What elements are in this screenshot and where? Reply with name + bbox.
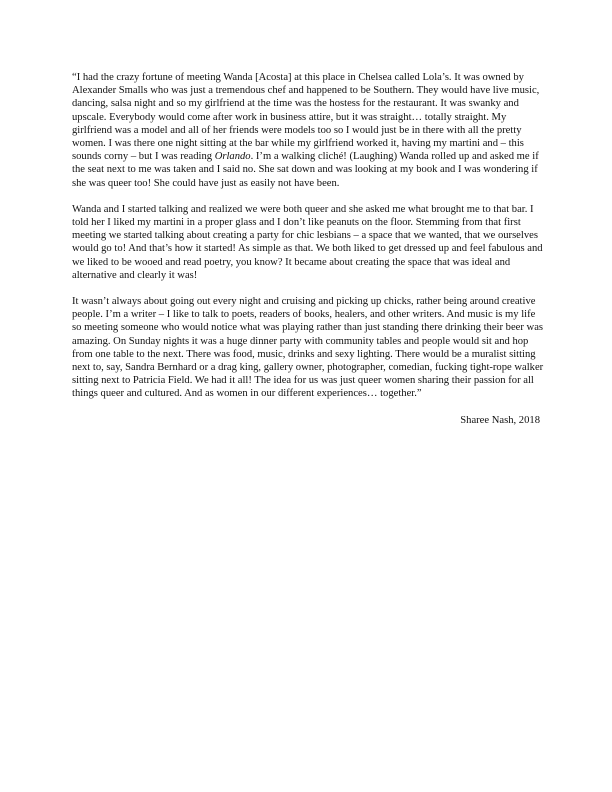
paragraph-1-text-a: “I had the crazy fortune of meeting Wanda [Acosta] at this place in Chelsea called Lola’s. It was owned by Alexander Smalls who was just a tremendous chef and happened to be Southern. They would have live music, dancing, salsa night and so my girlfriend at the time was the hostess for the restaurant. It was swanky and upscale. Everybody would come after work in business attire, but it was straight… totally straight. My girlfriend was a model and all of her friends were models too so I would just be in there with all the pretty women. I was there one night sitting at the bar while my girlfriend worked it, having my martini and – this sounds corny – but I was reading: [72, 72, 540, 163]
quote-paragraph-3: It wasn’t always about going out every night and cruising and picking up chicks, rather being around creative people. I’m a writer – I like to talk to poets, readers of books, healers, and other writers. And music is my life so meeting someone who would notice what was playing rather than just standing there drinking their beer was amazing. On Sunday nights it was a huge dinner party with community tables and people would sit and hop from one table to the next. There was food, music, drinks and sexy lighting. There would be a muralist sitting next to, say, Sandra Bernhard or a drag king, gallery owner, photographer, comedian, fucking tight-rope walker sitting next to Patricia Field. We had it all! The idea for us was just queer women sharing their passion for all things queer and cultured. And as women in our different experiences… together.”: [72, 296, 544, 400]
quote-paragraph-1: [72, 71, 546, 190]
book-title-orlando: Orlando: [214, 151, 251, 163]
document-page: [72, 71, 546, 427]
paragraph-1-text-b: . I’m a walking cliché! (Laughing) Wanda rolled up and asked me if the seat next to me was taken and I said no. She sat down and was looking at my book and I was wondering if she was queer too! She could have just as easily not have been.: [72, 151, 539, 189]
attribution: Sharee Nash, 2018: [460, 414, 540, 426]
quote-paragraph-2: Wanda and I started talking and realized we were both queer and she asked me what brought me to that bar. I told her I liked my martini in a proper glass and I don’t like peanuts on the floor. Stemming from that first meeting we started talking about creating a party for chic lesbians – a space that we wanted, that we ourselves would go to! And that’s how it started! As simple as that. We both liked to get dressed up and feel fabulous and we liked to be wooed and read poetry, you know? It became about creating the space that was ideal and alternative and clearly it was!: [72, 203, 543, 281]
